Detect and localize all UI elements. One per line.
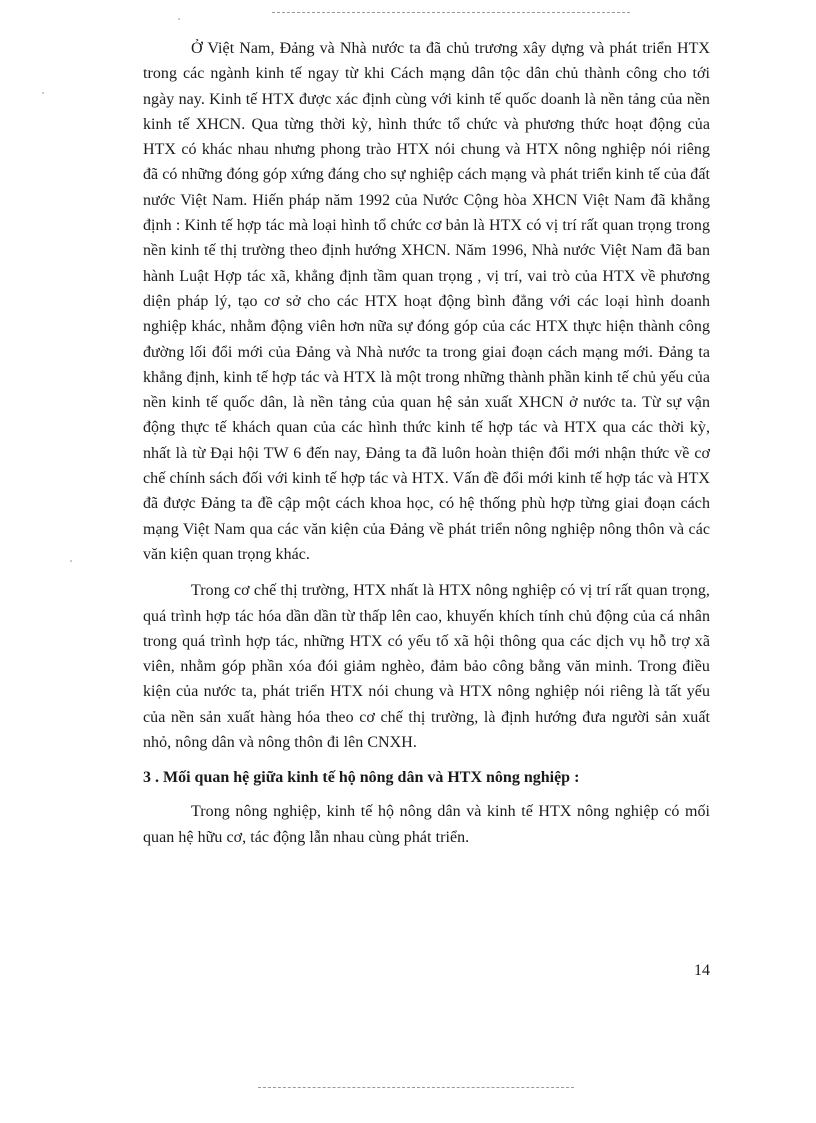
body-paragraph-1: Ở Việt Nam, Đảng và Nhà nước ta đã chủ trương xây dựng và phát triển HTX trong các ngành kinh tế ngay từ khi Cách mạng dân tộc dân chủ thành công cho tới ngày nay. Kinh tế HTX được xác định cùng với kinh tế quốc doanh là nền tảng của nền kinh tế XHCN. Qua từng thời kỳ, hình thức tổ chức và phương thức hoạt động của HTX có khác nhau nhưng phong trào HTX nói chung và HTX nông nghiệp nói riêng đã có những đóng góp xứng đáng cho sự nghiệp cách mạng và phát triển kinh tế của đất nước Việt Nam. Hiến pháp năm 1992 của Nước Cộng hòa XHCN Việt Nam đã khẳng định : Kinh tế hợp tác mà loại hình tổ chức cơ bản là HTX có vị trí rất quan trọng trong nền kinh tế thị trường theo định hướng XHCN. Năm 1996, Nhà nước Việt Nam đã ban hành Luật Hợp tác xã, khẳng định tầm quan trọng , vị trí, vai trò của HTX về phương diện pháp lý, tạo cơ sở cho các HTX hoạt động bình đẳng với các loại hình doanh nghiệp khác, nhằm động viên hơn nữa sự đóng góp của các HTX thực hiện thành công đường lối đổi mới của Đảng và Nhà nước ta trong giai đoạn cách mạng mới. Đảng ta khẳng định, kinh tế hợp tác và HTX là một trong những thành phần kinh tế chủ yếu của nền kinh tế quốc dân, là nền tảng của quan hệ sản xuất XHCN ở nước ta. Từ sự vận động thực tế khách quan của các hình thức kinh tế hợp tác và HTX qua các thời kỳ, nhất là từ Đại hội TW 6 đến nay, Đảng ta đã luôn hoàn thiện đổi mới nhận thức về cơ chế chính sách đối với kinh tế hợp tác và HTX. Vấn đề đổi mới kinh tế hợp tác và HTX đã được Đảng ta đề cập một cách khoa học, có hệ thống phù hợp từng giai đoạn cách mạng Việt Nam qua các văn kiện của Đảng về phát triển nông nghiệp nông thôn và các văn kiện quan trọng khác.	[143, 40, 710, 563]
bottom-scan-artifact	[258, 1087, 574, 1088]
scan-speck	[178, 18, 180, 20]
section-heading: 3 . Mối quan hệ giữa kinh tế hộ nông dân và HTX nông nghiệp :	[143, 769, 580, 787]
page-number: 14	[694, 962, 710, 979]
body-paragraph-2: Trong cơ chế thị trường, HTX nhất là HTX nông nghiệp có vị trí rất quan trọng, quá trình hợp tác hóa dần dần từ thấp lên cao, khuyến khích tính chủ động của cá nhân trong quá trình hợp tác, những HTX có yếu tố xã hội thông qua các dịch vụ hỗ trợ xã viên, nhằm góp phần xóa đói giảm nghèo, đảm bảo công bằng văn minh. Trong điều kiện của nước ta, phát triển HTX nói chung và HTX nông nghiệp nói riêng là tất yếu của nền sản xuất hàng hóa theo cơ chế thị trường, là định hướng đưa người sản xuất nhỏ, nông dân và nông thôn đi lên CNXH.	[143, 582, 710, 752]
document-body	[143, 36, 710, 850]
scan-speck	[42, 92, 44, 94]
section-paragraph: Trong nông nghiệp, kinh tế hộ nông dân và kinh tế HTX nông nghiệp có mối quan hệ hữu cơ, tác động lẫn nhau cùng phát triển.	[143, 803, 710, 846]
top-scan-artifact	[272, 12, 630, 13]
scan-speck	[70, 560, 72, 562]
